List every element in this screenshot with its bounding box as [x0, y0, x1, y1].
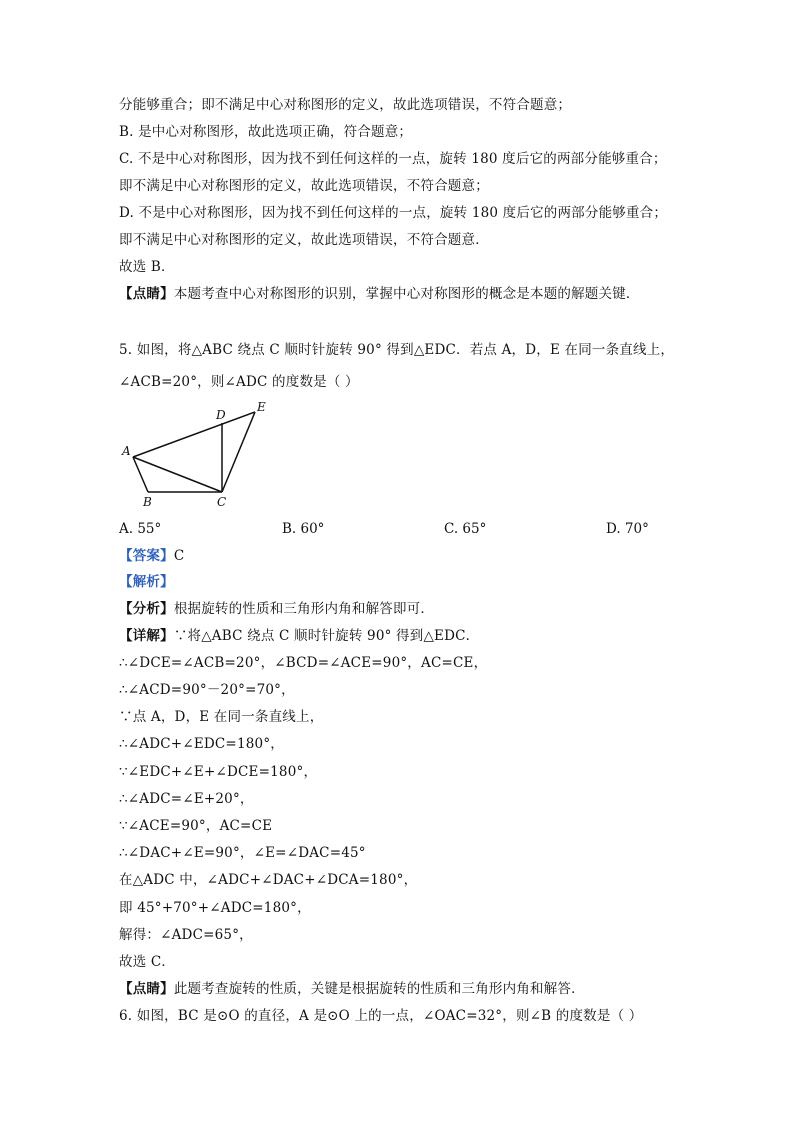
- segment-ec: [222, 412, 255, 492]
- label-d: D: [216, 408, 226, 422]
- text-line: 即不满足中心对称图形的定义，故此选项错误，不符合题意．: [119, 232, 489, 248]
- solution-step: 故选 C．: [119, 954, 176, 970]
- option-c: C. 65°: [444, 521, 487, 537]
- note-line-q5: [119, 979, 585, 999]
- label-e: E: [257, 400, 266, 414]
- solution-step: ∴∠ACD=90°－20°=70°，: [119, 682, 295, 698]
- answer-value: C: [173, 548, 185, 564]
- analysis-tag: 【解析】: [119, 574, 174, 590]
- text-line: C. 不是中心对称图形，因为找不到任何这样的一点，旋转 180 度后它的两部分能够重合；: [119, 151, 667, 167]
- option-b: B. 60°: [282, 521, 325, 537]
- answer-line: [119, 546, 184, 566]
- solution-step: ∴∠ADC=∠E+20°，: [119, 791, 254, 807]
- question-6-stem: 6. 如图，BC 是⊙O 的直径，A 是⊙O 上的一点，∠OAC=32°，则∠B 的度数是（ ）: [119, 1008, 643, 1024]
- question-5-stem-2: ∠ACB=20°，则∠ADC 的度数是（ ）: [119, 374, 359, 390]
- solution-step: 解得：∠ADC=65°，: [119, 927, 253, 943]
- xiangjie-line: [119, 626, 479, 646]
- solution-step: ∴∠DAC+∠E=90°，∠E=∠DAC=45°: [119, 845, 366, 861]
- answer-tag: 【答案】: [119, 548, 174, 564]
- analysis-line: [119, 572, 174, 592]
- xiangjie-text: ∵将△ABC 绕点 C 顺时针旋转 90° 得到△EDC．: [173, 628, 480, 644]
- option-a: A. 55°: [119, 521, 162, 537]
- question-5-stem-1: 5. 如图，将△ABC 绕点 C 顺时针旋转 90° 得到△EDC．若点 A，D，E 在同一条直线上，: [119, 342, 675, 358]
- text-line: 故选 B．: [119, 259, 175, 275]
- solution-step: 在△ADC 中，∠ADC+∠DAC+∠DCA=180°，: [119, 872, 418, 888]
- note-text: 本题考查中心对称图形的识别，掌握中心对称图形的概念是本题的解题关键．: [173, 286, 640, 302]
- option-d: D. 70°: [606, 521, 649, 537]
- solution-step: 即 45°+70°+∠ADC=180°，: [119, 900, 311, 916]
- xiangjie-tag: 【详解】: [119, 628, 174, 644]
- fenxi-tag: 【分析】: [119, 601, 174, 617]
- text-line: D. 不是中心对称图形，因为找不到任何这样的一点，旋转 180 度后它的两部分能够重合；: [119, 205, 668, 221]
- fenxi-text: 根据旋转的性质和三角形内角和解答即可．: [173, 601, 435, 617]
- rotation-figure: [118, 395, 278, 510]
- note-tag: 【点睛】: [119, 981, 174, 997]
- segment-ae: [133, 412, 255, 457]
- text-line: B. 是中心对称图形，故此选项正确，符合题意；: [119, 124, 413, 140]
- solution-step: ∴∠ADC+∠EDC=180°，: [119, 736, 284, 752]
- solution-step: ∵点 A，D，E 在同一条直线上，: [119, 709, 324, 725]
- note-text: 此题考查旋转的性质，关键是根据旋转的性质和三角形内角和解答．: [173, 981, 585, 997]
- label-b: B: [143, 495, 152, 509]
- note-line: [119, 284, 640, 304]
- note-tag: 【点睛】: [119, 286, 174, 302]
- solution-step: ∵∠EDC+∠E+∠DCE=180°，: [119, 764, 318, 780]
- text-line: 即不满足中心对称图形的定义，故此选项错误，不符合题意；: [119, 178, 489, 194]
- label-c: C: [217, 495, 227, 509]
- fenxi-line: [119, 599, 434, 619]
- text-line: 分能够重合；即不满足中心对称图形的定义，故此选项错误，不符合题意；: [119, 97, 572, 113]
- solution-step: ∵∠ACE=90°，AC=CE: [119, 818, 273, 834]
- label-a: A: [122, 444, 131, 458]
- solution-step: ∴∠DCE=∠ACB=20°，∠BCD=∠ACE=90°，AC=CE，: [119, 655, 488, 671]
